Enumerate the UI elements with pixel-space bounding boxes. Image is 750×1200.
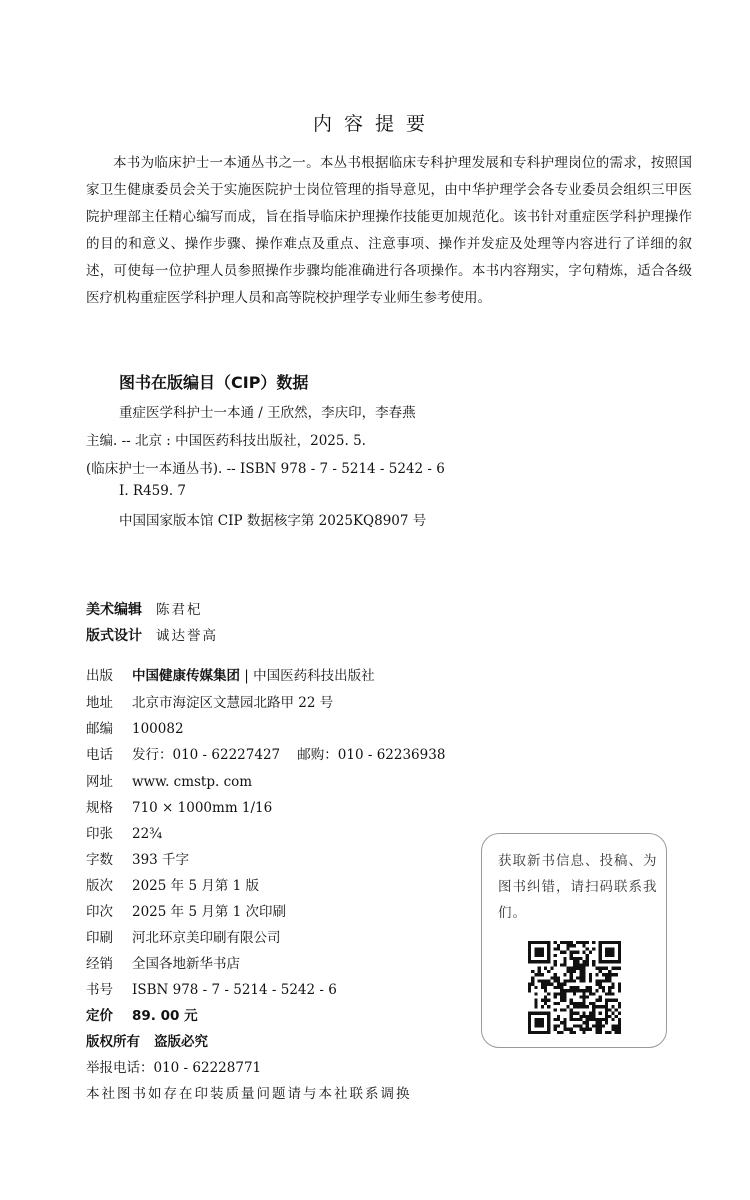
- info-row-sheets: [86, 822, 162, 842]
- qr-caption: 获取新书信息、投稿、为图书纠错，请扫码联系我们。: [498, 853, 658, 921]
- info-label: 出版: [86, 668, 113, 684]
- art-editor-label: 美术编辑: [86, 602, 142, 618]
- info-label: 邮编: [86, 721, 113, 737]
- price-value: 89. 00 元: [132, 1008, 198, 1024]
- info-value: 2025 年 5 月第 1 版: [132, 878, 259, 894]
- info-label: 印次: [86, 904, 113, 920]
- info-value: 010 - 62228771: [153, 1060, 262, 1076]
- info-row-format: [86, 796, 272, 816]
- info-label: 字数: [86, 852, 113, 868]
- info-value: 发行：010 - 62227427 邮购：010 - 62236938: [132, 747, 446, 763]
- info-row-phone: [86, 743, 445, 763]
- summary-paragraph: 本书为临床护士一本通丛书之一。本丛书根据临床专科护理发展和专科护理岗位的需求，按照国家卫生健康委员会关于实施医院护士岗位管理的指导意见，由中华护理学会各专业委员会组织三甲医院护理部主任精心编写而成，旨在指导临床护理操作技能更加规范化。该书针对重症医学科护理操作的目的和意义、操作步骤、操作难点及重点、注意事项、操作并发症及处理等内容进行了详细的叙述，可使每一位护理人员参照操作步骤均能准确进行各项操作。本书内容翔实，字句精炼，适合各级医疗机构重症医学科护理人员和高等院校护理学专业师生参考使用。: [86, 155, 692, 306]
- info-value: ISBN 978 - 7 - 5214 - 5242 - 6: [132, 982, 337, 998]
- info-row-distributor: [86, 952, 240, 972]
- info-value: 北京市海淀区文慧园北路甲 22 号: [132, 695, 334, 711]
- cip-title: 图书在版编目（CIP）数据: [119, 373, 309, 392]
- info-label: 版次: [86, 878, 113, 894]
- qr-code-icon[interactable]: [528, 941, 621, 1034]
- info-row-address: [86, 691, 333, 711]
- info-row-printer: [86, 926, 281, 946]
- summary-title: 内容提要: [312, 113, 437, 135]
- report-phone-label: 举报电话：: [86, 1060, 154, 1076]
- info-row-website: [86, 770, 252, 790]
- copyright-value: 盗版必究: [154, 1034, 208, 1050]
- info-label: 印张: [86, 826, 113, 842]
- info-row-report-phone: [86, 1056, 261, 1076]
- info-label: 网址: [86, 774, 113, 790]
- cip-line-3: (临床护士一本通丛书). -- ISBN 978 - 7 - 5214 - 5242 - 6: [86, 461, 445, 477]
- info-label: 经销: [86, 956, 113, 972]
- info-label: 地址: [86, 695, 113, 711]
- qr-contact-box: [481, 833, 667, 1048]
- info-row-copyright: [86, 1030, 208, 1050]
- cip-line-1: 重症医学科护士一本通 / 王欣然，李庆印，李春燕: [119, 405, 416, 421]
- info-value: 全国各地新华书店: [132, 956, 240, 972]
- layout-label: 版式设计: [86, 628, 142, 644]
- cip-line-5: 中国国家版本馆 CIP 数据核字第 2025KQ8907 号: [119, 513, 427, 529]
- info-row-printing: [86, 900, 286, 920]
- info-label: 书号: [86, 982, 113, 998]
- cip-line-4: Ⅰ. R459. 7: [119, 483, 187, 499]
- info-row-edition: [86, 874, 259, 894]
- info-label: 电话: [86, 747, 113, 763]
- info-row-postcode: [86, 717, 184, 737]
- info-label: 定价: [86, 1008, 113, 1024]
- publisher-name: | 中国医药科技出版社: [244, 668, 375, 684]
- info-value: www. cmstp. com: [132, 774, 253, 790]
- info-label: 印刷: [86, 930, 113, 946]
- info-row-price: [86, 1004, 198, 1024]
- info-value: 22¾: [132, 826, 163, 842]
- info-value: 2025 年 5 月第 1 次印刷: [132, 904, 286, 920]
- info-value: 100082: [132, 721, 184, 737]
- info-row-word-count: [86, 848, 189, 868]
- copyright-label: 版权所有: [86, 1034, 140, 1050]
- credit-art-editor: [86, 598, 203, 619]
- cip-line-2: 主编. -- 北京 : 中国医药科技出版社，2025. 5.: [86, 433, 366, 449]
- info-row-publisher: [86, 664, 375, 684]
- info-value: 710 × 1000mm 1/16: [132, 800, 273, 816]
- summary-body: [86, 150, 692, 312]
- info-value: 河北环京美印刷有限公司: [132, 930, 281, 946]
- info-row-isbn: [86, 978, 337, 998]
- footer-note: 本社图书如存在印装质量问题请与本社联系调换: [86, 1086, 412, 1102]
- credit-layout: [86, 624, 218, 645]
- layout-name: 诚达誉高: [156, 628, 218, 644]
- info-label: 规格: [86, 800, 113, 816]
- info-value: 393 千字: [132, 852, 190, 868]
- art-editor-name: 陈君杞: [156, 602, 203, 618]
- publisher-group: 中国健康传媒集团: [132, 668, 240, 684]
